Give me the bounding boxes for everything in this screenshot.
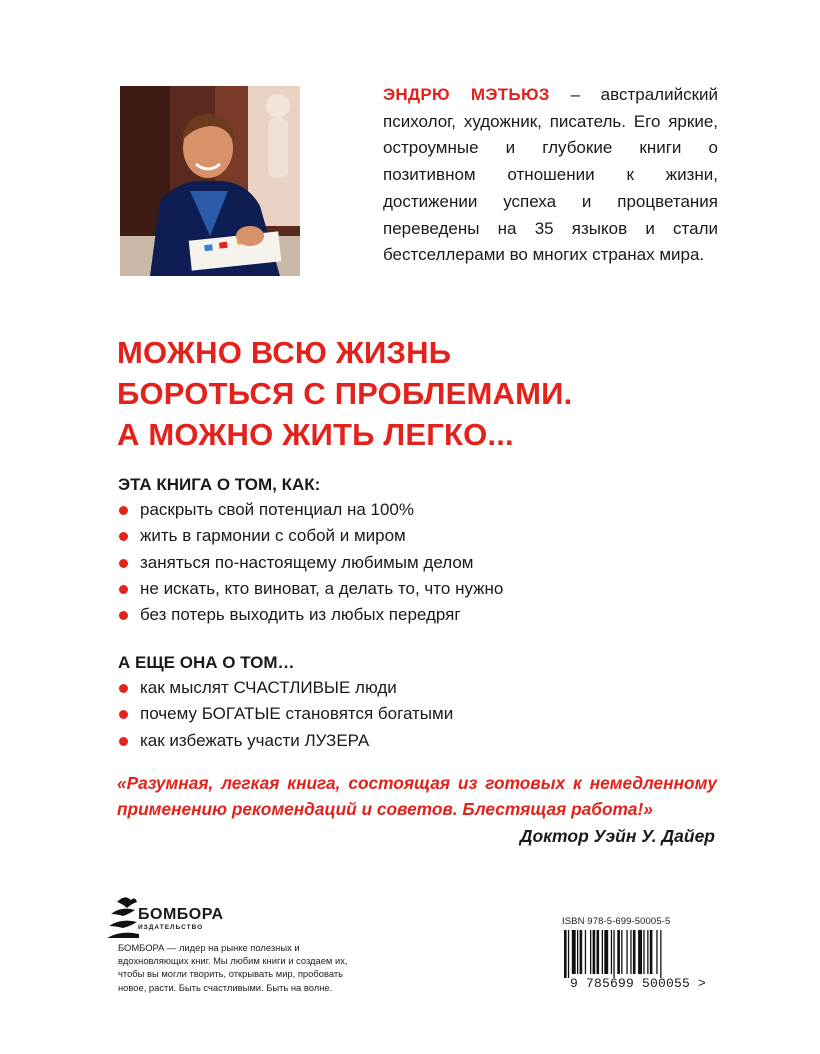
list-item: почему БОГАТЫЕ становятся богатыми [118, 701, 453, 727]
bullet-icon [119, 611, 128, 620]
barcode-bar [621, 930, 622, 974]
barcode-bar [633, 930, 636, 974]
barcode-bar [660, 930, 661, 978]
bullet-icon [119, 710, 128, 719]
barcode-bars-icon [562, 930, 712, 978]
review-quote: «Разумная, легкая книга, состоящая из готовых к немедленному применению рекомендаций и советов. Блестящая работа!» [117, 773, 717, 819]
section1-title: ЭТА КНИГА О ТОМ, КАК: [118, 475, 321, 494]
publisher-logo-name: БОМБОРА [138, 906, 224, 923]
bullet-icon [119, 532, 128, 541]
barcode-bar [604, 930, 608, 974]
quote-author: Доктор Уэйн У. Дайер [519, 826, 715, 846]
barcode-digits: 9 785699 500055 > [570, 976, 707, 991]
list-item: как мыслят СЧАСТЛИВЫЕ люди [118, 675, 453, 701]
author-name: ЭНДРЮ МЭТЬЮЗ [383, 85, 550, 104]
barcode-bar [593, 930, 596, 974]
barcode-bar [580, 930, 583, 974]
barcode-bar [630, 930, 631, 974]
bullet-icon [119, 559, 128, 568]
list-item: заняться по-настоящему любимым делом [118, 550, 503, 576]
barcode-bar [577, 930, 578, 974]
publisher-description: БОМБОРА — лидер на рынке полезных и вдохновляющих книг. Мы любим книги и создаем их, чтобы вы могли творить, открывать мир, пробовать новое, расти. Быть счастливыми. Быть на волне. [118, 942, 348, 993]
author-photo [120, 86, 300, 276]
section1-list [118, 497, 503, 628]
barcode-bar [650, 930, 653, 974]
barcode-bar [564, 930, 567, 978]
barcode-bar [590, 930, 591, 974]
barcode-bar [568, 930, 569, 978]
author-bio [383, 82, 718, 269]
barcode-bar [638, 930, 642, 974]
list-item: без потерь выходить из любых передряг [118, 602, 503, 628]
barcode-bar [656, 930, 657, 974]
headline-line-3: А МОЖНО ЖИТЬ ЛЕГКО... [117, 417, 514, 452]
barcode-bar [617, 930, 620, 974]
barcode-bar [647, 930, 648, 974]
list-item: раскрыть свой потенциал на 100% [118, 497, 503, 523]
section2-list [118, 675, 453, 754]
barcode-bar [626, 930, 627, 974]
barcode-bar [597, 930, 600, 974]
bullet-icon [119, 684, 128, 693]
bullet-icon [119, 585, 128, 594]
bullet-icon [119, 737, 128, 746]
bullet-icon [119, 506, 128, 515]
barcode-bar [613, 930, 614, 978]
barcode-bar [643, 930, 644, 974]
headline-line-2: БОРОТЬСЯ С ПРОБЛЕМАМИ. [117, 376, 573, 411]
author-photo-illustration [120, 86, 300, 276]
barcode-bar [602, 930, 603, 974]
list-item: жить в гармонии с собой и миром [118, 523, 503, 549]
list-item: не искать, кто виноват, а делать то, что нужно [118, 576, 503, 602]
barcode-bar [585, 930, 586, 974]
barcode-bar [611, 930, 612, 974]
section2-title: А ЕЩЕ ОНА О ТОМ… [118, 653, 295, 672]
headline-line-1: МОЖНО ВСЮ ЖИЗНЬ [117, 335, 452, 370]
publisher-logo-sub: ИЗДАТЕЛЬСТВО [138, 924, 204, 931]
barcode-bar [572, 930, 576, 974]
barcode [562, 916, 722, 994]
list-item: как избежать участи ЛУЗЕРА [118, 728, 453, 754]
headline [117, 332, 757, 455]
author-bio-text: – австралийский психолог, художник, писатель. Его яркие, остроумные и глубокие книги о позитивном отношении к жизни, достижении успеха и процветания переведены на 35 языков и стали бестселлерами во многих странах мира. [383, 85, 718, 265]
isbn-label: ISBN 978-5-699-50005-5 [562, 916, 671, 927]
